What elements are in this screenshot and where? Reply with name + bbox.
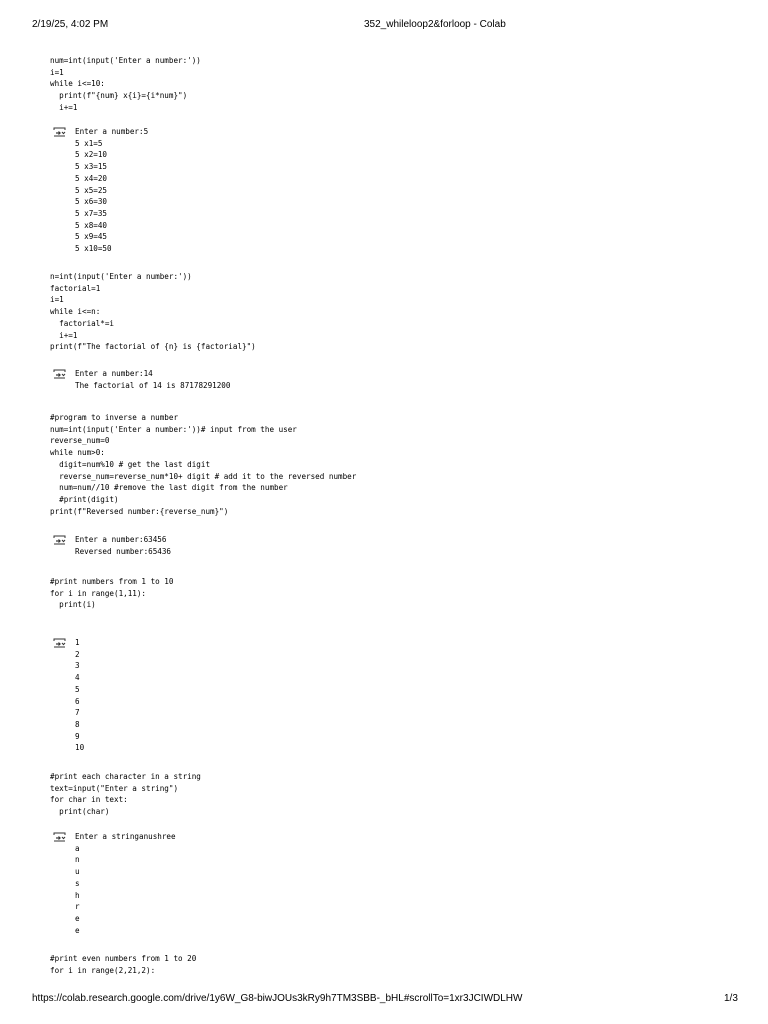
- output-toggle-icon[interactable]: [53, 369, 66, 379]
- output-factorial: Enter a number:14 The factorial of 14 is 87178291200: [75, 369, 231, 390]
- page-number: 1/3: [724, 993, 738, 1004]
- code-cell-string-chars[interactable]: #print each character in a string text=input("Enter a string") for char in text: print(char): [50, 772, 201, 817]
- code-cell-even-numbers[interactable]: #print even numbers from 1 to 20 for i in range(2,21,2):: [50, 954, 197, 975]
- print-datetime: 2/19/25, 4:02 PM: [32, 19, 109, 30]
- code-cell-range-loop[interactable]: #print numbers from 1 to 10 for i in range(1,11): print(i): [50, 577, 174, 610]
- notebook-title: 352_whileloop2&forloop - Colab: [364, 19, 506, 30]
- output-range-loop: 1 2 3 4 5 6 7 8 9 10: [75, 638, 85, 753]
- code-cell-multiplication[interactable]: num=int(input('Enter a number:')) i=1 while i<=10: print(f"{num} x{i}={i*num}") i+=1: [50, 56, 201, 112]
- output-reverse-number: Enter a number:63456 Reversed number:65436: [75, 535, 172, 556]
- output-multiplication: Enter a number:5 5 x1=5 5 x2=10 5 x3=15 5 x4=20 5 x5=25 5 x6=30 5 x7=35 5 x8=40 5 x9=45 5 x10=50: [75, 127, 149, 254]
- page-url: https://colab.research.google.com/drive/1y6W_G8-biwJOUs3kRy9h7TM3SBB-_bHL#scrollTo=1xr3JCIWDLHW: [32, 993, 523, 1004]
- code-cell-factorial[interactable]: n=int(input('Enter a number:')) factorial=1 i=1 while i<=n: factorial*=i i+=1 print(f"The factorial of {n} is {factorial}"): [50, 272, 256, 352]
- code-cell-reverse-number[interactable]: #program to inverse a number num=int(input('Enter a number:'))# input from the user reverse_num=0 while num>0: digit=num%10 # get the last digit reverse_num=reverse_num*10+ digit # add it to the reversed number num=num//10 #remove the last digit from the number #print(digit) print(f"Reversed number:{reverse_num}"): [50, 413, 357, 516]
- output-toggle-icon[interactable]: [53, 638, 66, 648]
- output-string-chars: Enter a stringanushree a n u s h r e e: [75, 832, 176, 935]
- output-toggle-icon[interactable]: [53, 535, 66, 545]
- output-toggle-icon[interactable]: [53, 127, 66, 137]
- output-toggle-icon[interactable]: [53, 832, 66, 842]
